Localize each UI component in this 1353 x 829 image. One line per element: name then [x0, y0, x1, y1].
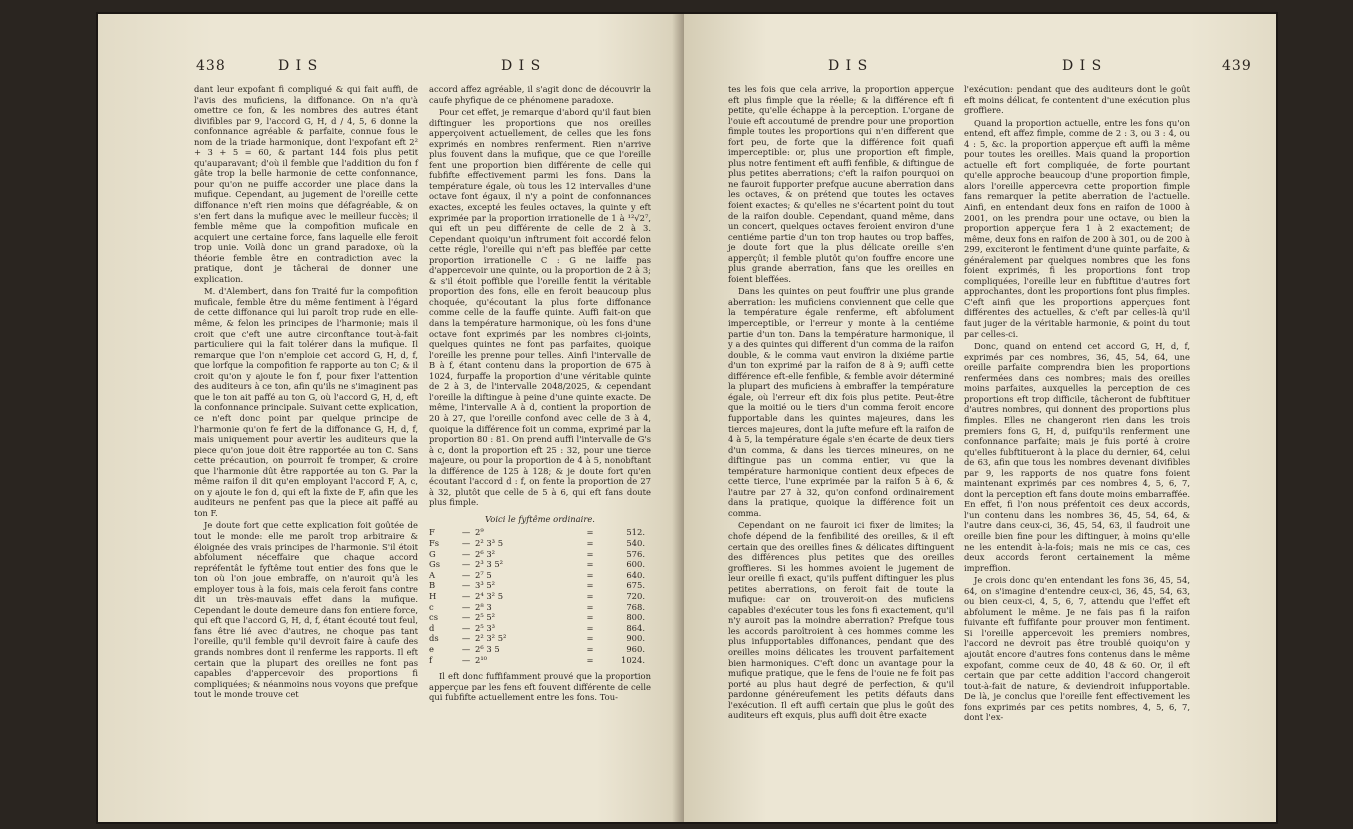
running-head: D I S	[278, 58, 319, 74]
paragraph: accord affez agréable, il s'agit donc de découvrir la caufe phyfique de ce phénomene paradoxe.	[429, 84, 651, 105]
table-cell-dash: —	[461, 644, 471, 654]
table-cell-value: 600.	[626, 559, 645, 570]
right-page	[684, 14, 1276, 822]
table-cell-dash: —	[461, 612, 471, 623]
table-caption: Voici le fyftême ordinaire.	[485, 513, 595, 524]
paragraph: Dans les quintes on peut fouffrir une plus grande aberration: les muficiens conviennent que celle que la température égale renferme, eft abfolument imperceptible, or l'erreur y monte à la centiéme partie d'un ton. Dans la température harmonique, il y a des quintes qui different d'un comma de la raifon double, & le comma vaut environ la dixiéme partie d'un ton exprimé par la raifon de 8 à 9; auffi cette différence eft-elle fenfible, & femble avoir déterminé la plupart des muficiens à embraffer la température égale, où l'erreur eft dix fois plus petite. Peut-être que la moitié ou le tiers d'un comma feroit encore fupportable dans les quintes majeures, dans les tierces majeures, dont la jufte mefure eft la raifon de 4 à 5, la température égale s'en écarte de deux tiers d'un comma, & dans les tierces mineures, on ne diftingue pas un comma entier, vu que la température harmonique contient deux efpeces de cette tierce, l'une exprimée par la raifon 5 à 6, & l'autre par 27 à 32, qu'on confond ordinairement dans la pratique, quoique la différence foit un comma.	[728, 286, 954, 518]
table-cell-value: 720.	[626, 591, 645, 602]
table-cell-value: 960.	[626, 644, 645, 654]
table-cell-expression: 2² 3² 5²	[475, 633, 507, 644]
table-cell-note: F	[429, 527, 435, 538]
running-head: D I S	[1062, 58, 1103, 74]
table-cell-expression: 2⁶ 3²	[475, 548, 496, 559]
paragraph: M. d'Alembert, dans fon Traité fur la compofition muficale, femble être du même fentiment à l'égard de cette diffonance qui lui paroît trop rude en elle-même, & felon les principes de l'harmonie; mais il croit que c'eft une autre circonftance tout-à-fait particuliere qui la fait tolérer dans la mufique. Il remarque que l'on n'emploie cet accord G, H, d, f, que lorfque la compofition fe rapporte au ton C; & il croit qu'on y ajoute le fon f, pour fixer l'attention des auditeurs à ce ton, afin qu'ils ne s'imaginent pas que le ton ait paffé au ton G, où l'accord G, H, d, eft la confonnance principale. Suivant cette explication, ce n'eft donc point par quelque principe de l'harmonie qu'on fe fert de la diffonance G, H, d, f, mais uniquement pour avertir les auditeurs que la piece qu'on joue doit être rapportée au ton C. Sans cette précaution, on pourroit fe tromper, & croire que l'harmonie dût être rapportée au ton G. Par la même raifon il dit qu'en employant l'accord F, A, c, on y ajoute le fon d, qui eft la fixte de F, afin que les auditeurs ne penfent pas que la piece ait paffé au ton F.	[194, 286, 418, 518]
paragraph: Quand la proportion actuelle, entre les fons qu'on entend, eft affez fimple, comme de 2 : 3, ou 3 : 4, ou 4 : 5, &c. la proportion apperçue eft auffi la même pour toutes les oreilles. Mais quand la proportion actuelle eft fort compliquée, de forte pourtant qu'elle approche beaucoup d'une proportion fimple, alors l'oreille appercevra cette proportion fimple fans remarquer la petite aberration de l'actuelle. Ainfi, en entendant deux fons en raifon de 1000 à 2001, on les prendra pour une octave, ou bien la proportion apperçue fera 1 à 2 exactement; de même, deux fons en raifon de 200 à 301, ou de 200 à 299, exciteront le fentiment d'une quinte parfaite, & généralement par quelques nombres que les fons foient exprimés, fi les proportions font trop compliquées, l'oreille leur en fubftitue d'autres fort approchantes, dont les proportions font plus fimples. C'eft ainfi que les proportions apperçues font différentes des actuelles, & c'eft par celles-là qu'il faut juger de la véritable harmonie, & point du tout par celles-ci.	[964, 117, 1190, 339]
table-row	[429, 580, 651, 591]
table-row	[429, 538, 651, 549]
table-cell-note: cs	[429, 612, 438, 623]
running-head: D I S	[501, 58, 542, 74]
paragraph: dant leur expofant fi compliqué & qui fait auffi, de l'avis des muficiens, la diffonance. On n'a qu'à omettre ce fon, & les nombres des autres étant divifibles par 9, l'accord G, H, d / 4, 5, 6 donne la confonnance agréable & parfaite, connue fous le nom de la triade harmonique, dont l'expofant eft 2² + 3 + 5 = 60, & partant 144 fois plus petit qu'auparavant; d'où il femble que l'addition du fon f gâte trop la belle harmonie de cette confonnance, pour qu'on ne puiffe accorder une place dans la mufique. Cependant, au jugement de l'oreille cette diffonance n'eft rien moins que défagréable, & on s'en fert dans la mufique avec le meilleur fuccès; il femble même que la compofition muficale en acquiert une certaine force, fans laquelle elle feroit trop unie. Voilà donc un grand paradoxe, où la théorie femble être en contradiction avec la pratique, dont je tâcherai de donner une explication.	[194, 84, 418, 284]
table-cell-note: d	[429, 622, 435, 633]
table-body	[429, 527, 651, 665]
table-cell-note: H	[429, 591, 437, 602]
table-cell-expression: 2⁶ 3 5	[475, 644, 500, 654]
table-cell-equals: =	[586, 601, 594, 612]
table-cell-note: Gs	[429, 559, 440, 570]
paragraph: Il eft donc fuffifamment prouvé que la proportion apperçue par les fens eft fouvent différente de celle qui fubfifte actuellement entre les fons. Tou-	[429, 671, 651, 703]
table-cell-equals: =	[586, 591, 594, 602]
table-cell-dash: —	[461, 622, 471, 633]
table-row	[429, 633, 651, 644]
table-cell-expression: 2⁵ 5²	[475, 612, 496, 623]
table-cell-dash: —	[461, 580, 471, 591]
table-cell-dash: —	[461, 548, 471, 559]
table-cell-expression: 2³ 3 5²	[475, 559, 504, 570]
text-column-3	[728, 84, 954, 723]
table-row	[429, 602, 651, 613]
paragraph: Cependant on ne fauroit ici fixer de limites; la chofe dépend de la fenfibilité des oreilles, & il eft certain que des oreilles fines & délicates diftinguent des différences plus petites que des oreilles groffieres. Si les hommes avoient le jugement de leur oreille fi exact, qu'ils puffent diftinguer les plus petites aberrations, on feroit fait de toute la mufique: car on trouveroit-on des muficiens capables d'exécuter tous les fons fi exactement, qu'il n'y auroit pas la moindre aberration? Prefque tous les accords paroîtroient à ces hommes comme les plus infupportables diffonances, pendant que des oreilles moins délicates les trouvent parfaitement bien harmoniques. C'eft donc un avantage pour la mufique pratique, que le fens de l'ouie ne fe foit pas porté au plus haut degré de perfection, & qu'il pardonne généreufement les petits défauts dans l'exécution. Il eft auffi certain que plus le goût des auditeurs eft exquis, plus auffi doit être exacte	[728, 520, 954, 721]
table-row	[429, 527, 651, 538]
table-row	[429, 549, 651, 560]
table-cell-expression: 2⁹	[475, 527, 484, 538]
table-cell-dash: —	[461, 569, 471, 580]
table-cell-expression: 2⁸ 3	[475, 601, 492, 612]
paragraph: l'exécution: pendant que des auditeurs dont le goût eft moins délicat, fe contentent d'une exécution plus groffiere.	[964, 84, 1190, 116]
paragraph: Je crois donc qu'en entendant les fons 36, 45, 54, 64, on s'imagine d'entendre ceux-ci, 36, 45, 54, 63, ou bien ceux-ci, 4, 5, 6, 7, attendu que l'effet eft abfolument le même. Je ne fais pas fi la raifon fuivante eft fuffifante pour prouver mon fentiment. Si l'oreille appercevoit les premiers nombres, l'accord ne devroit pas être troublé quoiqu'on y ajoutât encore d'autres fons contenus dans le même expofant, comme ceux de 40, 48 & 60. Or, il eft certain que par cette addition l'accord changeroit tout-à-fait de nature, & deviendroit infupportable. De là, je conclus que l'oreille fent effectivement les fons exprimés par ces petits nombres, 4, 5, 6, 7, dont l'ex-	[964, 575, 1190, 723]
table-cell-equals: =	[586, 654, 594, 665]
table-row	[429, 644, 651, 655]
running-head: D I S	[828, 58, 869, 74]
tuning-system-table	[429, 514, 651, 665]
table-cell-value: 576.	[626, 548, 645, 559]
table-cell-dash: —	[461, 559, 471, 570]
table-cell-equals: =	[586, 580, 594, 591]
table-row	[429, 623, 651, 634]
table-cell-note: e	[429, 644, 434, 654]
table-row	[429, 559, 651, 570]
table-cell-equals: =	[586, 644, 594, 654]
table-cell-value: 900.	[626, 633, 645, 644]
table-cell-expression: 2² 3³ 5	[475, 538, 504, 549]
text-column-1	[194, 84, 418, 702]
text-column-4	[964, 84, 1190, 725]
table-row	[429, 591, 651, 602]
table-cell-dash: —	[461, 601, 471, 612]
table-cell-equals: =	[586, 612, 594, 623]
paragraph: Pour cet effet, je remarque d'abord qu'il faut bien diftinguer les proportions que nos oreilles apperçoivent actuellement, de celles que les fons exprimés en nombres renferment. Rien n'arrive plus fouvent dans la mufique, que ce que l'oreille fent une proportion bien différente de celle qui fubfifte effectivement parmi les fons. Dans la température égale, où tous les 12 intervalles d'une octave font égaux, il n'y a point de confonnances exactes, excepté les feules octaves, la quinte y eft exprimée par la proportion irrationelle de 1 à ¹²√2⁷, qui eft un peu différente de celle de 2 à 3. Cependant quoiqu'un inftrument foit accordé felon cette régle, l'oreille qui n'eft pas bleffée par cette proportion irrationelle C : G ne laiffe pas d'appercevoir une quinte, ou la proportion de 2 à 3; & s'il étoit poffible que l'oreille fentit la véritable proportion des fons, elle en feroit beaucoup plus choquée, qu'écoutant la plus forte diffonance comme celle de la fauffe quinte. Auffi fait-on que dans la température harmonique, où les fons d'une octave font exprimés par les nombres ci-joints, quelques quintes ne font pas parfaites, quoique l'oreille les prenne pour telles. Ainfi l'intervalle de B à f, étant contenu dans la proportion de 675 à 1024, furpaffe la proportion d'une véritable quinte de 2 à 3, de l'intervalle 2048/2025, & cependant l'oreille la diftingue à peine d'une quinte exacte. De même, l'intervalle A à d, contient la proportion de 20 à 27, que l'oreille confond avec celle de 3 à 4, quoique la différence foit un comma, exprimé par la proportion 80 : 81. On prend auffi l'intervalle de G's à c, dont la proportion eft 25 : 32, pour une tierce majeure, ou pour la proportion de 4 à 5, nonobftant la différence de 125 à 128; & je doute fort qu'en écoutant l'accord d : f, on fente la proportion de 27 à 32, plutôt que celle de 5 à 6, qui eft fans doute plus fimple.	[429, 107, 651, 508]
table-cell-expression: 2⁷ 5	[475, 569, 492, 580]
table-cell-expression: 2⁵ 3³	[475, 622, 496, 633]
table-cell-note: G	[429, 548, 436, 559]
table-cell-value: 768.	[626, 601, 645, 612]
table-cell-value: 540.	[626, 538, 645, 549]
table-cell-expression: 3³ 5²	[475, 580, 496, 591]
book-spread	[98, 14, 1276, 822]
table-cell-note: c	[429, 601, 434, 612]
table-cell-value: 864.	[626, 622, 645, 633]
table-cell-value: 800.	[626, 612, 645, 623]
table-cell-note: Fs	[429, 538, 440, 549]
table-cell-equals: =	[586, 527, 594, 538]
table-cell-equals: =	[586, 548, 594, 559]
paragraph: Donc, quand on entend cet accord G, H, d, f, exprimés par ces nombres, 36, 45, 54, 64, une oreille parfaite comprendra bien les proportions renfermées dans ces nombres; mais des oreilles moins parfaites, auxquelles la perception de ces proportions eft trop difficile, tâcheront de fubftituer d'autres nombres, qui donnent des proportions plus fimples. Elles ne changeront rien dans les trois premiers fons G, H, d, puifqu'ils renferment une confonnance parfaite; mais je fuis porté à croire qu'elles fubftitueront à la place du dernier, 64, celui de 63, afin que tous les nombres devenant divifibles par 9, les rapports de nos quatre fons foient maintenant exprimés par ces nombres 4, 5, 6, 7, dont la perception eft fans doute moins embarraffée. En effet, fi l'on nous préfentoit ces deux accords, l'un contenu dans les nombres 36, 45, 54, 64, & l'autre dans ceux-ci, 36, 45, 54, 63, il faudroit une oreille bien fine pour les diftinguer, à moins qu'elle ne les entendit à-la-fois; mais ne mis ce cas, ces deux accords feront certainement la même impreffion.	[964, 341, 1190, 573]
table-row	[429, 612, 651, 623]
table-cell-dash: —	[461, 591, 471, 602]
table-cell-note: B	[429, 580, 436, 591]
left-page	[98, 14, 684, 822]
table-cell-dash: —	[461, 654, 471, 665]
table-cell-dash: —	[461, 538, 471, 549]
table-cell-note: A	[429, 569, 436, 580]
table-cell-value: 640.	[626, 569, 645, 580]
table-cell-value: 1024.	[621, 654, 645, 665]
table-cell-equals: =	[586, 538, 594, 549]
table-cell-value: 512.	[626, 527, 645, 538]
table-cell-expression: 2¹⁰	[475, 654, 488, 665]
table-cell-equals: =	[586, 622, 594, 633]
table-cell-dash: —	[461, 633, 471, 644]
page-number: 439	[1222, 58, 1252, 74]
table-row	[429, 655, 651, 666]
table-row	[429, 570, 651, 581]
page-number: 438	[196, 58, 226, 74]
text-column-2	[429, 84, 651, 705]
table-cell-equals: =	[586, 559, 594, 570]
table-cell-equals: =	[586, 633, 594, 644]
table-cell-note: ds	[429, 633, 439, 644]
table-cell-expression: 2⁴ 3² 5	[475, 591, 504, 602]
paragraph: Je doute fort que cette explication foit goûtée de tout le monde: elle me paroît trop arbitraire & éloignée des vrais principes de l'harmonie. S'il étoit abfolument néceffaire que chaque accord repréfentât le fyftême tout entier des fons que le ton où l'on joue embraffe, on n'auroit qu'à les employer tous à la fois, mais cela feroit fans contre dit un très-mauvais effet dans la mufique. Cependant le doute demeure dans fon entiere force, qui eft que l'accord G, H, d, f, étant écouté tout feul, fans être lié avec d'autres, ne choque pas tant l'oreille, qu'il femble qu'il devroit faire à caufe des grands nombres dont il renferme les rapports. Il eft certain que la plupart des oreilles ne font pas capables d'appercevoir des proportions fi compliquées; & néanmoins nous voyons que prefque tout le monde trouve cet	[194, 520, 418, 700]
table-cell-equals: =	[586, 569, 594, 580]
table-cell-note: f	[429, 654, 433, 665]
paragraph: tes les fois que cela arrive, la proportion apperçue eft plus fimple que la réelle; & la différence eft fi petite, qu'elle échappe à la perception. L'organe de l'ouie eft accoutumé de prendre pour une proportion fimple toutes les proportions qui n'en different que fort peu, de forte que la différence foit quafi imperceptible: or, plus une proportion eft fimple, plus notre fentiment eft auffi fenfible, & diftingue de plus petites aberrations; c'eft la raifon pourquoi on ne fauroit fupporter prefque aucune aberration dans les octaves, & on prétend que toutes les octaves foient exactes; & qu'elles ne s'écartent point du tout de la raifon double. Cependant, quand même, dans un concert, quelques octaves feroient environ d'une centiéme partie d'un ton trop hautes ou trop baffes, je doute fort que la plus délicate oreille s'en apperçût; il femble plutôt qu'on fouffre encore une plus grande aberration, fans que les oreilles en foient bleffées.	[728, 84, 954, 284]
table-cell-value: 675.	[626, 580, 645, 591]
table-cell-dash: —	[461, 527, 471, 538]
